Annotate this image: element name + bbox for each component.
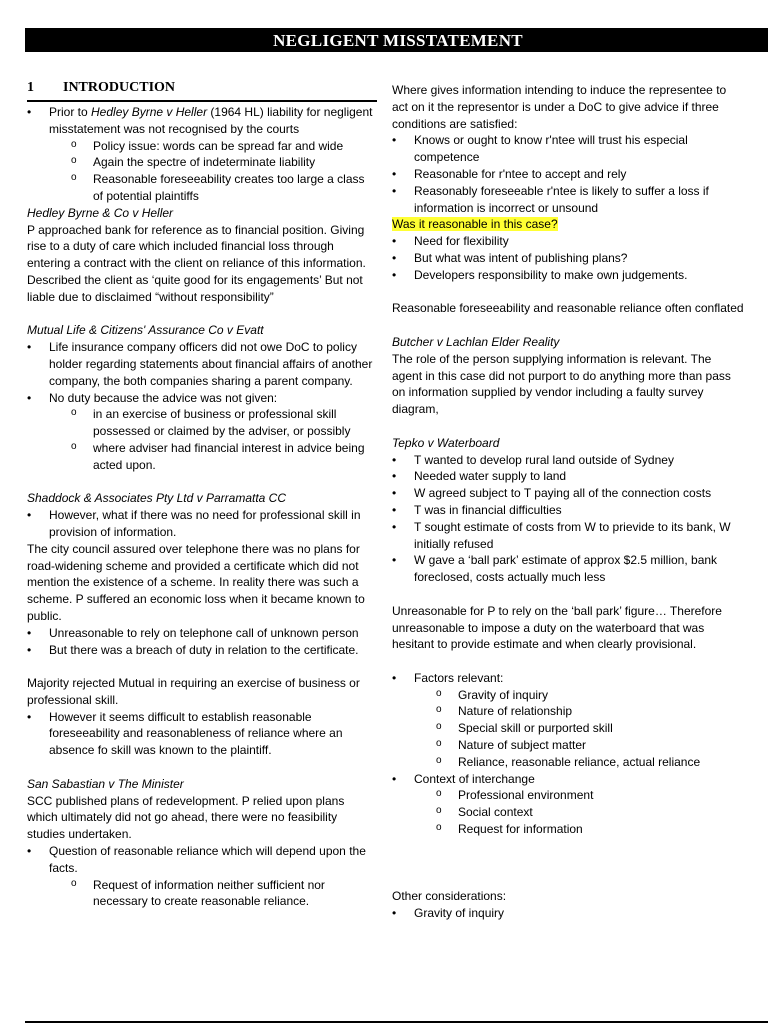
list-item: • W agreed subject to T paying all of the connection costs <box>392 485 744 502</box>
list-item: o Special skill or purported skill <box>414 720 744 737</box>
list-item: • Factors relevant: o Gravity of inquiry o Nature of relationship o Special skill or purported skill o Nature of subject matter o Reliance, reasonable reliance, actual reliance <box>392 670 744 771</box>
list-item: • Question of reasonable reliance which will depend upon the facts. o Request of information neither sufficient nor necessary to create reasonable reliance. <box>27 843 377 910</box>
paragraph: The role of the person supplying information is relevant. The agent in this case did not purport to do anything more than pass on information supplied by vendor including a faulty survey diagram, <box>392 351 731 417</box>
list-item: • Life insurance company officers did not owe DoC to policy holder regarding statements about financial affairs of another company, the both companies sharing a parent company. <box>27 339 377 389</box>
list-item: o Gravity of inquiry <box>414 687 744 704</box>
case-heading: Tepko v Waterboard <box>392 435 500 450</box>
shaddock-bullets <box>27 625 377 659</box>
sub-list <box>414 687 744 771</box>
case-heading: Butcher v Lachlan Elder Reality <box>392 334 560 349</box>
list-item: o Reliance, reasonable reliance, actual reliance <box>414 754 744 771</box>
paragraph: Reasonable foreseeability and reasonable reliance often conflated <box>392 301 744 316</box>
mutual-list <box>27 339 377 473</box>
list-item: • But there was a breach of duty in relation to the certificate. <box>27 642 377 659</box>
footer-divider <box>25 1021 768 1023</box>
case-name: Hedley Byrne v Heller <box>91 105 208 119</box>
conditions-list <box>392 132 744 216</box>
list-item: • Prior to Hedley Byrne v Heller (1964 HL) liability for negligent misstatement was not recognised by the courts o Policy issue: words can be spread far and wide o Again the spectre of indeterminate liability o Reasonable foreseeability creates too large a class of potential plaintiffs <box>27 104 377 205</box>
section-title: INTRODUCTION <box>63 80 176 95</box>
factors-list <box>392 670 744 838</box>
sansab-list <box>27 843 377 910</box>
list-item: • T was in financial difficulties <box>392 502 744 519</box>
list-item: o Professional environment <box>414 787 744 804</box>
tepko-list <box>392 452 744 586</box>
list-item: • Gravity of inquiry <box>392 905 744 922</box>
highlighted-question: Was it reasonable in this case? <box>392 217 558 232</box>
section-number: 1 <box>27 80 34 95</box>
list-item: • Context of interchange o Professional environment o Social context o Request for information <box>392 771 744 838</box>
list-item: o Policy issue: words can be spread far and wide <box>49 138 377 155</box>
list-item: • Reasonably foreseeable r'ntee is likely to suffer a loss if information is incorrect or unsound <box>392 183 744 217</box>
list-item: • Developers responsibility to make own judgements. <box>392 267 744 284</box>
list-item: • However, what if there was no need for professional skill in provision of information. <box>27 507 377 541</box>
list-item: • Knows or ought to know r'ntee will trust his especial competence <box>392 132 744 166</box>
paragraph: Other considerations: <box>392 889 507 904</box>
list-item: • T sought estimate of costs from W to prievide to its bank, W initially refused <box>392 519 744 553</box>
section-heading <box>27 80 377 102</box>
shaddock-list <box>27 507 377 541</box>
list-item: o Nature of relationship <box>414 703 744 720</box>
list-item: o in an exercise of business or professional skill possessed or claimed by the adviser, or possibly <box>49 406 377 440</box>
page-title: NEGLIGENT MISSTATEMENT <box>25 28 768 52</box>
list-item: • Needed water supply to land <box>392 468 744 485</box>
case-heading: Hedley Byrne & Co v Heller <box>27 205 174 220</box>
right-column <box>392 82 744 922</box>
intro-list <box>27 104 377 205</box>
case-heading: Shaddock & Associates Pty Ltd v Parramatta CC <box>27 491 287 506</box>
list-item: • No duty because the advice was not given: o in an exercise of business or professional skill possessed or claimed by the adviser, or possibly o where adviser had financial interest in advice being acted upon. <box>27 390 377 474</box>
list-item: o Reasonable foreseeability creates too large a class of potential plaintiffs <box>49 171 377 205</box>
list-item: • Need for flexibility <box>392 233 744 250</box>
majority-list <box>27 709 377 759</box>
sub-list <box>49 138 377 205</box>
paragraph: The city council assured over telephone there was no plans for road-widening scheme and provided a certificate which did not mention the existence of a scheme. In reality there was such a scheme. P suffered an economic loss when it became known to public. <box>27 541 365 623</box>
list-item: o Request for information <box>414 821 744 838</box>
reasonable-list <box>392 233 744 283</box>
case-heading: Mutual Life & Citizens' Assurance Co v Evatt <box>27 323 264 338</box>
list-item: o Again the spectre of indeterminate liability <box>49 154 377 171</box>
sub-list <box>49 406 377 473</box>
list-item: • T wanted to develop rural land outside of Sydney <box>392 452 744 469</box>
left-column <box>27 80 377 910</box>
paragraph: P approached bank for reference as to financial position. Giving rise to a duty of care which included financial loss through entering a contract with the client on reliance of this information. Described the client as ‘quite good for its engagements’ But not liable due to disclaimed “without responsibility” <box>27 222 366 304</box>
case-heading: San Sabastian v The Minister <box>27 776 184 791</box>
paragraph: Unreasonable for P to rely on the ‘ball park’ figure… Therefore unreasonable to impose a duty on the waterboard that was hesitant to provide estimate and when clearly provisional. <box>392 603 722 652</box>
list-item: • However it seems difficult to establish reasonable foreseeability and reasonableness of reliance where an absence fo skill was known to the plaintiff. <box>27 709 377 759</box>
list-item: o where adviser had financial interest in advice being acted upon. <box>49 440 377 474</box>
list-item: • Reasonable for r'ntee to accept and rely <box>392 166 744 183</box>
list-item: o Request of information neither sufficient nor necessary to create reasonable reliance. <box>49 877 377 911</box>
list-item: o Social context <box>414 804 744 821</box>
paragraph: Majority rejected Mutual in requiring an exercise of business or professional skill. <box>27 676 360 707</box>
list-item: • But what was intent of publishing plans? <box>392 250 744 267</box>
other-list <box>392 905 744 922</box>
list-item: • Unreasonable to rely on telephone call of unknown person <box>27 625 377 642</box>
sub-list <box>49 877 377 911</box>
list-item: o Nature of subject matter <box>414 737 744 754</box>
sub-list <box>414 787 744 837</box>
list-item: • W gave a ‘ball park’ estimate of approx $2.5 million, bank foreclosed, costs actually much less <box>392 552 744 586</box>
paragraph: SCC published plans of redevelopment. P relied upon plans which ultimately did not go ahead, there were no feasibility studies undertaken. <box>27 793 345 842</box>
paragraph: Where gives information intending to induce the representee to act on it the representor is under a DoC to give advice if three conditions are satisfied: <box>392 83 727 131</box>
